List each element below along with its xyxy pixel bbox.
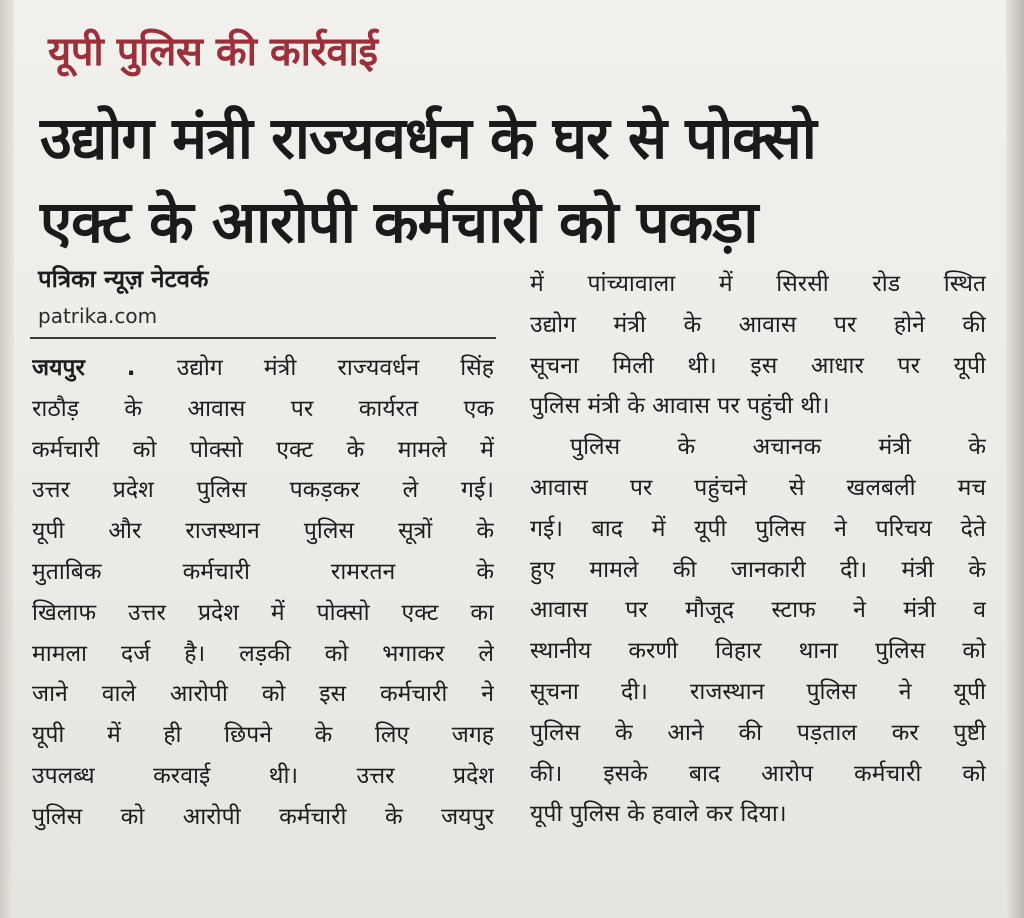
body-line: कर्मचारी को पोक्सो एक्ट के मामले में xyxy=(32,436,494,463)
headline-line: एक्ट के आरोपी कर्मचारी को पकड़ा xyxy=(40,188,758,256)
byline: पत्रिका न्यूज़ नेटवर्क xyxy=(38,265,209,293)
body-line: जाने वाले आरोपी को इस कर्मचारी ने xyxy=(32,681,494,708)
site-url: patrika.com xyxy=(38,304,158,328)
byline-rule xyxy=(30,337,496,339)
body-line: सूचना मिली थी। इस आधार पर यूपी xyxy=(530,352,986,379)
paper-edge-left xyxy=(0,0,14,918)
body-line: स्थानीय करणी विहार थाना पुलिस को xyxy=(530,638,986,665)
body-line: मामला दर्ज है। लड़की को भगाकर ले xyxy=(32,640,494,667)
left-column xyxy=(32,348,494,838)
dateline: जयपुर . xyxy=(32,355,136,381)
body-line: सूचना दी। राजस्थान पुलिस ने यूपी xyxy=(530,678,986,705)
body-line: यूपी पुलिस के हवाले कर दिया। xyxy=(530,801,787,828)
body-line: गई। बाद में यूपी पुलिस ने परिचय देते xyxy=(530,515,986,542)
right-column xyxy=(530,264,986,835)
body-line: हुए मामले की जानकारी दी। मंत्री के xyxy=(530,556,986,583)
body-line: पुलिस मंत्री के आवास पर पहुंची थी। xyxy=(530,393,830,420)
body-line: की। इसके बाद आरोप कर्मचारी को xyxy=(530,760,986,787)
body-line: यूपी और राजस्थान पुलिस सूत्रों के xyxy=(32,518,494,545)
headline xyxy=(40,96,990,264)
body-line: यूपी में ही छिपने के लिए जगह xyxy=(32,722,494,749)
body-line: आवास पर मौजूद स्टाफ ने मंत्री व xyxy=(530,597,986,624)
body-line: उद्योग मंत्री के आवास पर होने की xyxy=(530,311,986,338)
body-line: पुलिस को आरोपी कर्मचारी के जयपुर xyxy=(32,803,494,830)
body-line: में पांच्यावाला में सिरसी रोड स्थित xyxy=(530,271,986,297)
body-line: राठौड़ के आवास पर कार्यरत एक xyxy=(32,395,494,422)
body-line xyxy=(32,348,494,389)
body-line-text: उद्योग मंत्री राज्यवर्धन सिंह xyxy=(176,355,494,381)
body-line: खिलाफ उत्तर प्रदेश में पोक्सो एक्ट का xyxy=(32,599,494,626)
body-line: मुताबिक कर्मचारी रामरतन के xyxy=(32,558,494,585)
body-line: उपलब्ध करवाई थी। उत्तर प्रदेश xyxy=(32,762,494,789)
headline-line: उद्योग मंत्री राज्यवर्धन के घर से पोक्सो xyxy=(40,104,816,172)
body-line: आवास पर पहुंचने से खलबली मच xyxy=(530,474,986,501)
paper-edge-right xyxy=(1006,0,1024,918)
body-line: पुलिस के आने की पड़ताल कर पुष्टी xyxy=(530,719,986,746)
body-line: उत्तर प्रदेश पुलिस पकड़कर ले गई। xyxy=(32,477,494,504)
kicker-heading: यूपी पुलिस की कार्रवाई xyxy=(48,29,378,75)
body-line: पुलिस के अचानक मंत्री के xyxy=(570,434,986,461)
